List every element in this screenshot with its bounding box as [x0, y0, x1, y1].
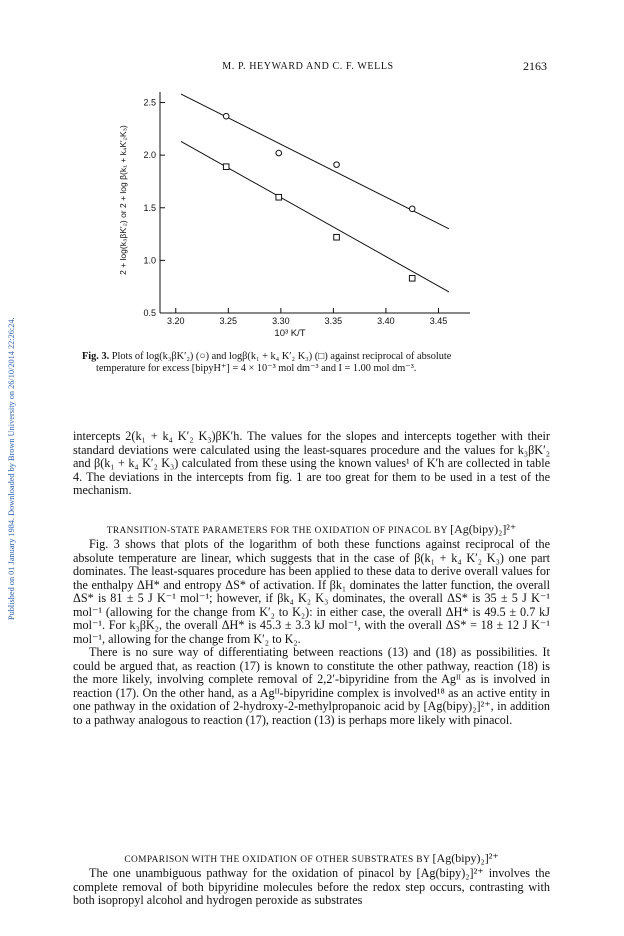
square-point-1	[276, 194, 282, 200]
square-point-2	[334, 234, 340, 240]
circle-point-0	[223, 113, 229, 119]
x-tick-label-2: 3.30	[272, 316, 290, 326]
paragraph-1: intercepts 2(k₁ + k₄ K′₂ K₃)βK′h. The values for the slopes and intercepts together with their standard deviations were calculated using the least-squares procedure and the values for k₃βK′₂ and β(k₁ + k₄ K′₂ K₃) calculated from these using the known values¹ of K′h are collected in table 4. The deviations in the intercepts from fig. 1 are too great for them to be used in a test of the mechanism.	[73, 429, 550, 497]
square-point-3	[409, 275, 415, 281]
fit-lines	[181, 94, 449, 292]
caption-label: Fig. 3.	[82, 351, 110, 362]
caption-line-1: Plots of log(k₃βK′₂) (○) and logβ(k₁ + k₄ K′₂ K₃) (□) against reciprocal of absolute	[111, 351, 452, 362]
x-axis-label: 10³ K/T	[274, 328, 306, 339]
section-heading-2-text: COMPARISON WITH THE OXIDATION OF OTHER SUBSTRATES BY	[124, 855, 430, 865]
page-number: 2163	[523, 59, 547, 73]
tick-labels	[143, 98, 447, 326]
figure-caption	[82, 351, 542, 375]
section-heading-comparison	[73, 851, 550, 866]
paragraph-intercepts	[73, 430, 550, 498]
x-tick-label-4: 3.40	[377, 316, 395, 326]
paragraph-3: There is no sure way of differentiating between reactions (13) and (18) as possibilities. It could be argued that, as reaction (17) is known to constitute the other pathway, reaction (18) is the more likely, involving complete removal of 2,2′-bipyridine from the Agᴵᴵ as is involved in reaction (17). On the other hand, as a Agᴵᴵ-bipyridine complex is involved¹⁸ as an active entity in one pathway in the oxidation of 2-hydroxy-2-methylpropanoic acid by [Ag(bipy)₂]²⁺, in addition to a pathway analogous to reaction (17), reaction (13) is perhaps more likely with pinacol.	[73, 645, 550, 727]
paragraph-comparison	[73, 867, 550, 908]
x-tick-label-1: 3.25	[219, 316, 238, 326]
y-tick-label-3: 2.0	[143, 150, 156, 161]
y-tick-label-1: 1.0	[143, 255, 156, 266]
circle-point-1	[276, 150, 282, 156]
plot-axes	[160, 92, 470, 313]
paragraph-2: Fig. 3 shows that plots of the logarithm of both these functions against reciprocal of the absolute temperature are linear, which suggests that in the case of β(k₁ + k₄ K′₂ K₃) one part dominates. The least-squares procedure has been applied to these data to derive overall values for the enthalpy ΔH* and entropy ΔS* of activation. If βk₁ dominates the latter function, the overall ΔS* is 81 ± 5 J K⁻¹ mol⁻¹; however, if βk₄ K₂ K₃ dominates, the overall ΔS* is 35 ± 5 J K⁻¹ mol⁻¹ (allowing for the change from K′₂ to K₂): in either case, the overall ΔH* is 49.5 ± 0.7 kJ mol⁻¹. For k₃βK₂, the overall ΔH* is 45.3 ± 3.3 kJ mol⁻¹, with the overall ΔS* = 18 ± 12 J K⁻¹ mol⁻¹, allowing for the change from K′₂ to K₂.	[73, 537, 550, 646]
download-watermark-text: Published on 01 January 1984. Downloaded by Brown University on 26/10/2014 22:26:24.	[7, 317, 16, 620]
section-heading-2-formula: [Ag(bipy)₂]²⁺	[432, 851, 499, 865]
caption-line-2: temperature for excess [bipyH⁺] = 4 × 10⁻³ mol dm⁻³ and I = 1.00 mol dm⁻³.	[96, 363, 417, 374]
x-tick-label-5: 3.45	[429, 316, 448, 326]
paragraph-transition-state	[73, 538, 550, 727]
section-heading-1-text: TRANSITION-STATE PARAMETERS FOR THE OXIDATION OF PINACOL BY	[106, 526, 448, 536]
fit-line-square	[181, 141, 449, 291]
y-tick-label-2: 1.5	[143, 202, 156, 213]
figure-3-plot	[0, 0, 624, 350]
circle-point-2	[334, 162, 340, 168]
section-heading-transition-state	[73, 522, 550, 537]
circle-point-3	[409, 206, 415, 212]
y-tick-label-0: 0.5	[143, 308, 156, 318]
paragraph-4: The one unambiguous pathway for the oxidation of pinacol by [Ag(bipy)₂]²⁺ involves the complete removal of both bipyridine molecules before the redox step occurs, contrasting with both isopropyl alcohol and hydrogen peroxide as substrates	[73, 866, 550, 907]
y-axis-label: 2 + log(k₃βK′₂) or 2 + log β(k₁ + k₄K′₂K₃)	[118, 125, 128, 275]
running-head: M. P. HEYWARD AND C. F. WELLS	[222, 61, 394, 72]
x-tick-label-0: 3.20	[166, 316, 185, 326]
x-tick-label-3: 3.35	[324, 316, 343, 326]
section-heading-1-formula: [Ag(bipy)₂]²⁺	[450, 522, 517, 536]
y-tick-label-4: 2.5	[143, 97, 156, 108]
square-point-0	[223, 164, 229, 170]
fit-line-circle	[181, 94, 449, 229]
